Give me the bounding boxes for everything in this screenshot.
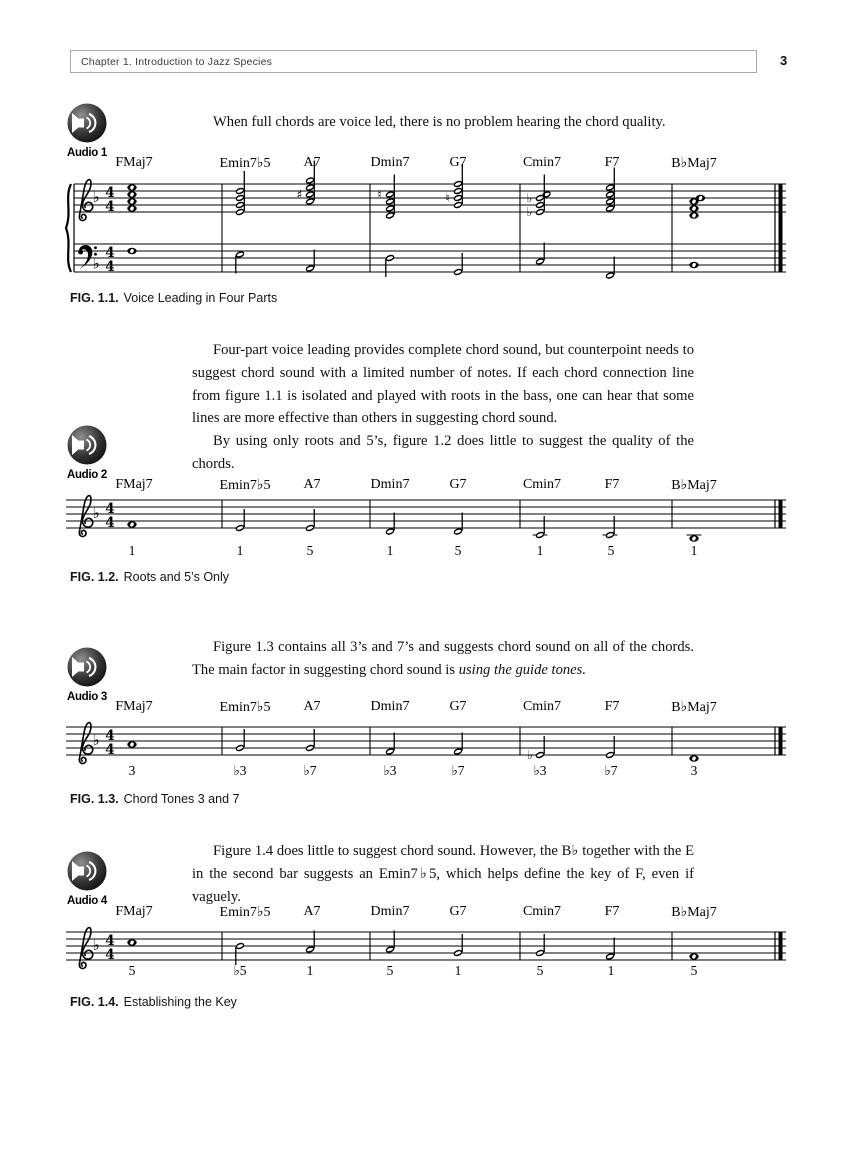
svg-text:♭: ♭ <box>92 187 100 206</box>
caption-text: Roots and 5’s Only <box>123 570 230 584</box>
svg-text:4: 4 <box>105 184 115 201</box>
caption-text: Establishing the Key <box>123 995 237 1009</box>
svg-text:♭: ♭ <box>92 935 100 954</box>
svg-text:♭: ♭ <box>527 748 533 762</box>
staff-figure-1-3 <box>64 717 794 792</box>
audio-label: Audio 4 <box>66 895 108 907</box>
svg-text:♭: ♭ <box>92 730 100 749</box>
scale-degree: ♭7 <box>604 763 618 778</box>
svg-text:4: 4 <box>105 742 115 758</box>
page-number: 3 <box>780 53 788 68</box>
svg-text:♭: ♭ <box>526 205 533 219</box>
body-paragraphs-1 <box>192 339 694 476</box>
paragraph: By using only roots and 5’s, figure 1.2 does little to suggest the quality of the chords. <box>192 433 694 472</box>
caption-text: Voice Leading in Four Parts <box>123 291 278 305</box>
chord-symbol: Cmin7 <box>522 477 562 492</box>
svg-text:4: 4 <box>105 947 115 963</box>
chord-symbol: A7 <box>303 155 321 170</box>
scale-degree: ♭3 <box>233 763 247 778</box>
svg-text:4: 4 <box>105 500 115 517</box>
figure-caption-2 <box>70 570 229 584</box>
scale-degree: 5 <box>128 963 136 978</box>
svg-text:4: 4 <box>105 515 115 531</box>
scale-degree: 1 <box>690 543 698 558</box>
chord-symbol: FMaj7 <box>115 699 153 714</box>
chord-symbol: F7 <box>604 904 620 919</box>
caption-text: Chord Tones 3 and 7 <box>123 792 240 806</box>
scale-degree: ♭5 <box>233 963 247 978</box>
scale-degrees-row-2 <box>0 543 864 559</box>
audio-block-2 <box>63 423 111 481</box>
svg-text:4: 4 <box>105 727 115 744</box>
paragraph-italic: using the guide tones. <box>458 661 586 678</box>
paragraph <box>192 636 694 682</box>
scale-degree: ♭3 <box>533 763 547 778</box>
chord-symbol: A7 <box>303 699 321 714</box>
scale-degrees-row-4 <box>0 963 864 979</box>
chord-symbols-row-4 <box>0 904 864 921</box>
paragraph: Figure 1.4 does little to suggest chord sound. However, the B♭ together with the E in the second bar suggests an Emin7♭5, which helps define the key of F, even if vaguely. <box>192 843 694 905</box>
chord-symbol: Dmin7 <box>370 477 410 492</box>
chord-symbols-row-1 <box>0 155 864 172</box>
chord-symbol: Dmin7 <box>370 904 410 919</box>
scale-degree: 5 <box>386 963 394 978</box>
caption-label: FIG. 1.4. <box>70 995 119 1009</box>
scale-degree: 5 <box>454 543 462 558</box>
scale-degree: 1 <box>454 963 462 978</box>
chord-symbol: A7 <box>303 904 321 919</box>
staff-figure-1-4 <box>64 922 794 997</box>
intro-sentence: When full chords are voice led, there is no problem hearing the chord quality. <box>213 114 666 130</box>
scale-degree: 1 <box>386 543 394 558</box>
svg-text:♮: ♮ <box>445 191 450 205</box>
audio-block-4 <box>63 849 111 907</box>
figure-caption-3 <box>70 792 239 806</box>
scale-degrees-row-3 <box>0 763 864 779</box>
grand-staff-figure-1-1 <box>64 172 794 282</box>
chord-symbol: Cmin7 <box>522 699 562 714</box>
chord-symbol: Emin7♭5 <box>219 700 271 715</box>
audio-block-1 <box>63 101 111 159</box>
chord-symbol: B♭Maj7 <box>671 478 717 493</box>
svg-text:♮: ♮ <box>377 187 382 202</box>
audio-speaker-icon[interactable] <box>65 101 109 145</box>
svg-text:4: 4 <box>105 259 115 275</box>
paragraph-text: Figure 1.3 contains all 3’s and 7’s and suggests chord sound on all of the chords. The main factor in suggesting chord sound is <box>192 639 694 678</box>
scale-degree: 1 <box>306 963 314 978</box>
chord-symbol: Emin7♭5 <box>219 478 271 493</box>
body-paragraph-4 <box>192 840 694 908</box>
caption-label: FIG. 1.3. <box>70 792 119 806</box>
caption-label: FIG. 1.1. <box>70 291 119 305</box>
chord-symbol: F7 <box>604 477 620 492</box>
chord-symbol: Dmin7 <box>370 155 410 170</box>
scale-degree: 1 <box>607 963 615 978</box>
figure-caption-1 <box>70 291 277 305</box>
chord-symbol: B♭Maj7 <box>671 905 717 920</box>
chord-symbol: F7 <box>604 699 620 714</box>
chord-symbol: Cmin7 <box>522 155 562 170</box>
chapter-title: Chapter 1. Introduction to Jazz Species <box>81 55 273 68</box>
chord-symbols-row-3 <box>0 699 864 716</box>
scale-degree: 1 <box>236 543 244 558</box>
scale-degree: 3 <box>690 763 698 778</box>
chord-symbol: FMaj7 <box>115 155 153 170</box>
chord-symbol: G7 <box>449 699 467 714</box>
audio-speaker-icon[interactable] <box>65 849 109 893</box>
svg-text:♭: ♭ <box>92 503 100 522</box>
chord-symbol: G7 <box>449 904 467 919</box>
svg-text:4: 4 <box>105 244 115 261</box>
svg-text:♭: ♭ <box>526 191 533 205</box>
scale-degree: 5 <box>536 963 544 978</box>
audio-label: Audio 3 <box>66 691 108 703</box>
scale-degree: 5 <box>306 543 314 558</box>
chord-symbol: Emin7♭5 <box>219 905 271 920</box>
scale-degree: ♭7 <box>451 763 465 778</box>
scale-degree: ♭7 <box>303 763 317 778</box>
body-paragraph-3 <box>192 636 694 682</box>
audio-label: Audio 2 <box>66 469 108 481</box>
svg-text:♯: ♯ <box>296 187 303 202</box>
audio-speaker-icon[interactable] <box>65 645 109 689</box>
svg-text:4: 4 <box>105 199 115 215</box>
audio-speaker-icon[interactable] <box>65 423 109 467</box>
scale-degree: 5 <box>690 963 698 978</box>
chord-symbol: B♭Maj7 <box>671 156 717 171</box>
chord-symbol: B♭Maj7 <box>671 700 717 715</box>
scale-degree: 1 <box>536 543 544 558</box>
svg-text:4: 4 <box>105 932 115 949</box>
audio-label: Audio 1 <box>66 147 108 159</box>
scale-degree: 1 <box>128 543 136 558</box>
chord-symbol: F7 <box>604 155 620 170</box>
scale-degree: ♭3 <box>383 763 397 778</box>
caption-label: FIG. 1.2. <box>70 570 119 584</box>
paragraph: Four-part voice leading provides complete chord sound, but counterpoint needs to suggest chord sound with a limited number of notes. If each chord connection line from figure 1.1 is isolated and played with roots in the bass, one can hear that some lines are more effective than others in suggesting chord sound. <box>192 342 694 427</box>
chord-symbol: Cmin7 <box>522 904 562 919</box>
chord-symbol: G7 <box>449 155 467 170</box>
chord-symbol: A7 <box>303 477 321 492</box>
running-header <box>70 50 757 73</box>
chord-symbol: Dmin7 <box>370 699 410 714</box>
chord-symbol: FMaj7 <box>115 904 153 919</box>
svg-text:♭: ♭ <box>92 254 100 273</box>
figure-caption-4 <box>70 995 237 1009</box>
scale-degree: 5 <box>607 543 615 558</box>
audio-block-3 <box>63 645 111 703</box>
chord-symbol: FMaj7 <box>115 477 153 492</box>
chord-symbol: G7 <box>449 477 467 492</box>
chord-symbol: Emin7♭5 <box>219 156 271 171</box>
scale-degree: 3 <box>128 763 136 778</box>
